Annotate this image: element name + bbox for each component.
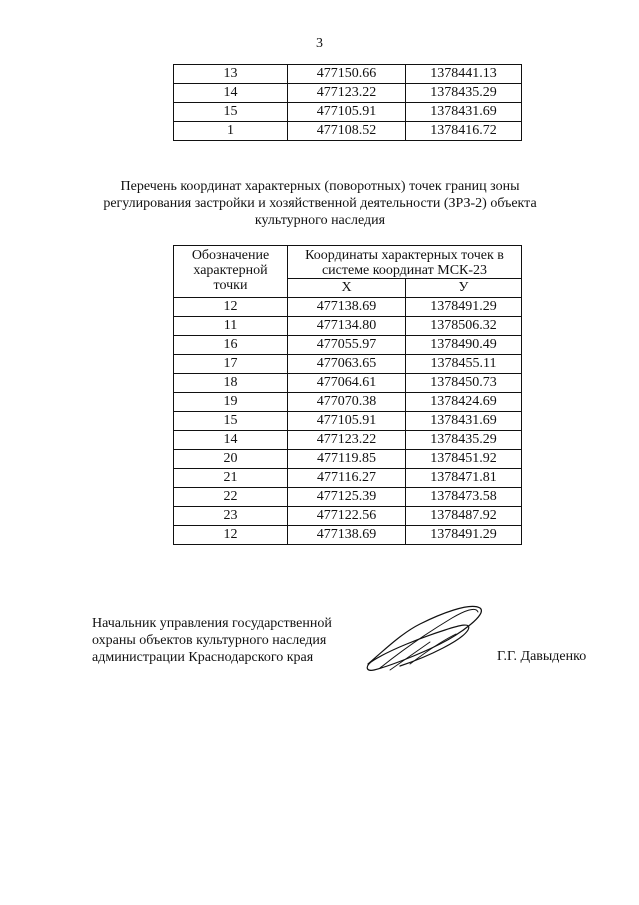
table-row (174, 393, 522, 412)
x-coordinate-cell: 477108.52 (288, 122, 406, 141)
position-line-3: администрации Краснодарского края (92, 650, 314, 665)
y-coordinate-cell: 1378506.32 (406, 317, 522, 336)
header-x: X (288, 279, 406, 298)
header-point-line-3: точки (213, 278, 248, 293)
y-coordinate-cell: 1378451.92 (406, 450, 522, 469)
point-number-cell: 14 (174, 84, 288, 103)
coordinates-table-continued (173, 64, 522, 141)
y-coordinate-cell: 1378491.29 (406, 526, 522, 545)
y-coordinate-cell: 1378455.11 (406, 355, 522, 374)
x-coordinate-cell: 477123.22 (288, 84, 406, 103)
table-row (174, 374, 522, 393)
y-coordinate-cell: 1378435.29 (406, 84, 522, 103)
heading-line-1: Перечень координат характерных (поворотных) точек границ зоны (120, 179, 520, 194)
table-row (174, 317, 522, 336)
point-number-cell: 15 (174, 412, 288, 431)
point-number-cell: 14 (174, 431, 288, 450)
table-row (174, 431, 522, 450)
table-heading (100, 178, 540, 229)
point-number-cell: 12 (174, 526, 288, 545)
heading-line-2: регулирования застройки и хозяйственной деятельности (ЗРЗ-2) объекта (103, 196, 537, 211)
point-number-cell: 15 (174, 103, 288, 122)
x-coordinate-cell: 477116.27 (288, 469, 406, 488)
x-coordinate-cell: 477125.39 (288, 488, 406, 507)
table-row (174, 526, 522, 545)
y-coordinate-cell: 1378473.58 (406, 488, 522, 507)
page-number: 3 (316, 36, 323, 51)
signatory-name: Г.Г. Давыденко (497, 649, 587, 664)
header-y: У (406, 279, 522, 298)
point-number-cell: 18 (174, 374, 288, 393)
table-row (174, 298, 522, 317)
x-coordinate-cell: 477123.22 (288, 431, 406, 450)
x-coordinate-cell: 477122.56 (288, 507, 406, 526)
y-coordinate-cell: 1378491.29 (406, 298, 522, 317)
coordinates-table (173, 245, 522, 545)
point-number-cell: 11 (174, 317, 288, 336)
point-number-cell: 23 (174, 507, 288, 526)
point-number-cell: 16 (174, 336, 288, 355)
table-row (174, 507, 522, 526)
position-line-1: Начальник управления государственной (92, 616, 332, 631)
x-coordinate-cell: 477105.91 (288, 412, 406, 431)
table-row (174, 336, 522, 355)
y-coordinate-cell: 1378431.69 (406, 412, 522, 431)
table-row (174, 103, 522, 122)
table-row (174, 488, 522, 507)
y-coordinate-cell: 1378424.69 (406, 393, 522, 412)
x-coordinate-cell: 477063.65 (288, 355, 406, 374)
x-coordinate-cell: 477150.66 (288, 65, 406, 84)
table-row (174, 450, 522, 469)
table-row (174, 65, 522, 84)
x-coordinate-cell: 477105.91 (288, 103, 406, 122)
header-point-line-2: характерной (193, 263, 268, 278)
table-row (174, 412, 522, 431)
x-coordinate-cell: 477055.97 (288, 336, 406, 355)
main-table-body (174, 298, 522, 545)
header-coords-line-2: системе координат МСК-23 (321, 263, 488, 278)
header-point-line-1: Обозначение (191, 248, 270, 263)
y-coordinate-cell: 1378416.72 (406, 122, 522, 141)
y-coordinate-cell: 1378435.29 (406, 431, 522, 450)
y-coordinate-cell: 1378450.73 (406, 374, 522, 393)
table-row (174, 122, 522, 141)
table-row (174, 84, 522, 103)
handwritten-signature (360, 594, 490, 679)
heading-line-3: культурного наследия (254, 213, 386, 228)
x-coordinate-cell: 477138.69 (288, 526, 406, 545)
x-coordinate-cell: 477070.38 (288, 393, 406, 412)
x-coordinate-cell: 477134.80 (288, 317, 406, 336)
point-number-cell: 1 (174, 122, 288, 141)
y-coordinate-cell: 1378431.69 (406, 103, 522, 122)
point-number-cell: 13 (174, 65, 288, 84)
top-table-body (174, 65, 522, 141)
point-number-cell: 19 (174, 393, 288, 412)
x-coordinate-cell: 477064.61 (288, 374, 406, 393)
point-number-cell: 12 (174, 298, 288, 317)
point-number-cell: 21 (174, 469, 288, 488)
point-number-cell: 22 (174, 488, 288, 507)
y-coordinate-cell: 1378487.92 (406, 507, 522, 526)
table-row (174, 355, 522, 374)
header-coordinates (288, 246, 522, 279)
y-coordinate-cell: 1378471.81 (406, 469, 522, 488)
x-coordinate-cell: 477119.85 (288, 450, 406, 469)
y-coordinate-cell: 1378490.49 (406, 336, 522, 355)
position-line-2: охраны объектов культурного наследия (92, 633, 327, 648)
header-coords-line-1: Координаты характерных точек в (305, 248, 504, 263)
point-number-cell: 20 (174, 450, 288, 469)
point-number-cell: 17 (174, 355, 288, 374)
table-row (174, 469, 522, 488)
y-coordinate-cell: 1378441.13 (406, 65, 522, 84)
signatory-position (92, 615, 392, 666)
x-coordinate-cell: 477138.69 (288, 298, 406, 317)
header-point-designation (174, 246, 288, 298)
